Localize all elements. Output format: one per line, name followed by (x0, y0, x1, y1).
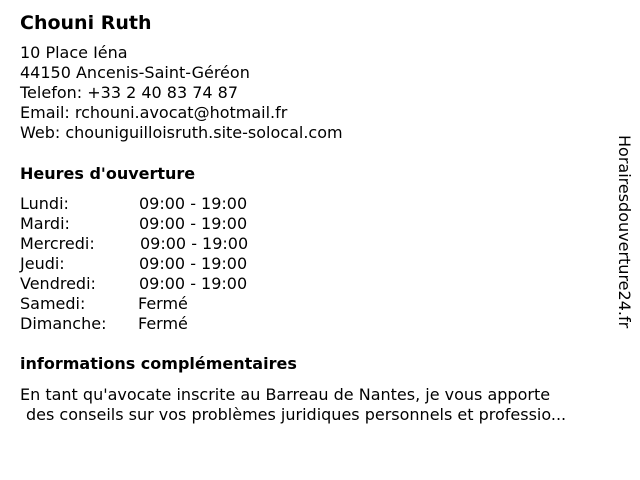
email-line: Email: rchouni.avocat@hotmail.fr (20, 103, 288, 122)
time-value: 09:00 - 19:00 (139, 254, 248, 273)
day-label: Jeudi: (20, 254, 65, 273)
day-label: Mercredi: (20, 234, 95, 253)
time-value: 09:00 - 19:00 (139, 274, 248, 293)
hours-heading: Heures d'ouverture (20, 164, 196, 183)
day-label: Vendredi: (20, 274, 96, 293)
web-line: Web: chouniguilloisruth.site-solocal.com (20, 123, 343, 142)
phone-line: Telefon: +33 2 40 83 74 87 (20, 83, 239, 102)
contact-block (20, 43, 343, 143)
description-line: des conseils sur vos problèmes juridiques personnels et professio... (26, 405, 567, 424)
time-value: 09:00 - 19:00 (139, 194, 248, 213)
description-text (20, 385, 620, 425)
address-line: 10 Place Iéna (20, 43, 128, 62)
day-label: Mardi: (20, 214, 70, 233)
business-name: Chouni Ruth (20, 12, 152, 34)
info-heading: informations complémentaires (20, 354, 297, 373)
day-label: Samedi: (20, 294, 86, 313)
day-label: Lundi: (20, 194, 69, 213)
site-watermark: Horairesdouverture24.fr (615, 135, 634, 329)
description-line: En tant qu'avocate inscrite au Barreau de Nantes, je vous apporte (20, 385, 551, 404)
day-label: Dimanche: (20, 314, 107, 333)
time-value: Fermé (138, 314, 188, 333)
time-value: 09:00 - 19:00 (139, 214, 248, 233)
time-value: 09:00 - 19:00 (140, 234, 249, 253)
city-line: 44150 Ancenis-Saint-Géréon (20, 63, 250, 82)
time-value: Fermé (138, 294, 188, 313)
